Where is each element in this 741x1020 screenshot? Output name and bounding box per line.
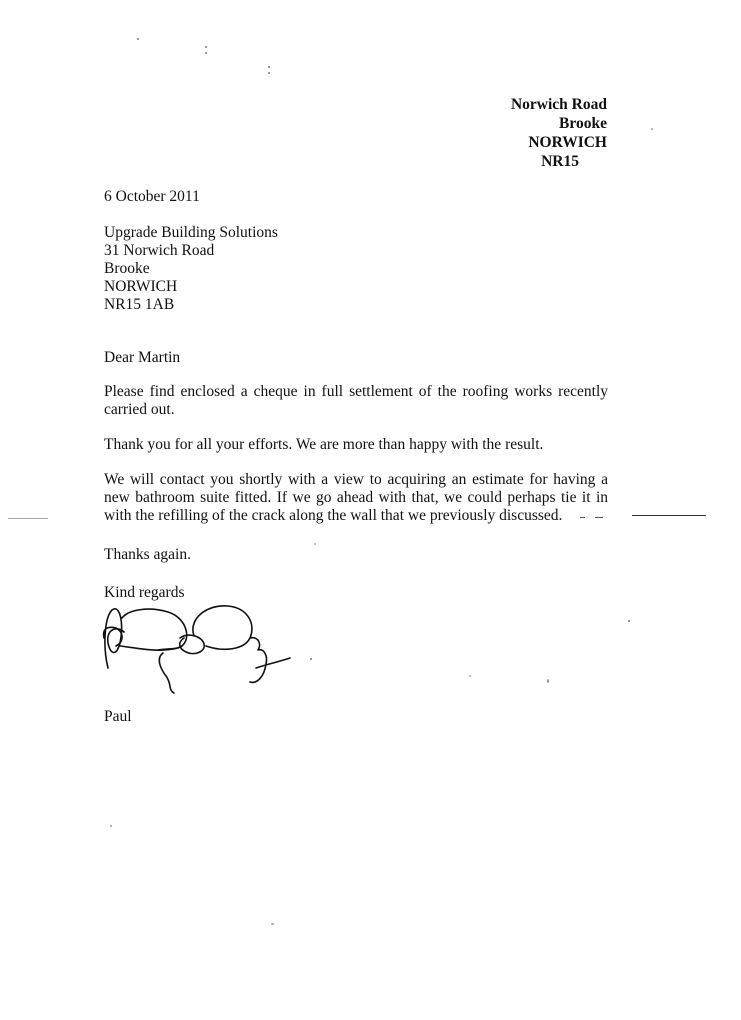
scan-speck — [314, 543, 316, 545]
scan-line-artifact — [8, 518, 48, 519]
signature-stroke — [193, 606, 252, 649]
recipient-address-line: NR15 1AB — [104, 296, 175, 313]
scan-speck — [469, 675, 471, 677]
salutation: Dear Martin — [104, 349, 181, 366]
signature-stroke — [256, 658, 290, 668]
letter-date: 6 October 2011 — [104, 188, 200, 205]
scan-speck — [110, 825, 112, 827]
scan-speck — [205, 46, 207, 48]
scan-speck — [651, 128, 653, 130]
body-paragraph: Thank you for all your efforts. We are more than happy with the result. — [104, 436, 544, 453]
recipient-address — [104, 224, 608, 314]
signatory-name: Paul — [104, 708, 132, 725]
sender-address — [511, 95, 607, 171]
sender-address-line: Brooke — [559, 115, 607, 132]
closing-line: Kind regards — [104, 584, 185, 601]
scan-speck — [137, 38, 139, 40]
scan-speck — [310, 658, 312, 660]
scan-speck — [268, 72, 270, 74]
sender-address-line: Norwich Road — [510, 96, 607, 113]
scan-line-artifact — [595, 517, 603, 518]
body-paragraph: Please find enclosed a cheque in full settlement of the roofing works recently carried out. — [104, 383, 608, 418]
handwritten-signature — [98, 598, 298, 698]
signature-stroke — [158, 646, 182, 650]
scan-speck — [271, 923, 274, 925]
scan-speck — [628, 620, 630, 622]
scan-speck — [547, 679, 549, 683]
scan-speck — [205, 52, 207, 54]
recipient-address-line: NORWICH — [104, 278, 178, 295]
signature-stroke — [250, 638, 267, 683]
sender-address-line: NR15 — [541, 153, 579, 170]
recipient-address-line: Brooke — [104, 260, 150, 277]
sender-address-line: NORWICH — [528, 134, 607, 151]
scan-line-artifact — [580, 517, 585, 518]
signature-stroke — [159, 653, 174, 693]
signature-stroke — [120, 609, 187, 650]
body-paragraph: We will contact you shortly with a view to acquiring an estimate for having a new bathroom suite fitted. If we go ahead with that, we could perhaps tie it in with the refilling of the crack along the wall that we previously discussed. — [104, 471, 608, 524]
recipient-address-line: Upgrade Building Solutions — [104, 224, 278, 241]
scan-line-artifact — [632, 515, 706, 516]
recipient-address-line: 31 Norwich Road — [104, 242, 215, 259]
scan-speck — [268, 66, 270, 68]
thanks-line: Thanks again. — [104, 546, 191, 563]
